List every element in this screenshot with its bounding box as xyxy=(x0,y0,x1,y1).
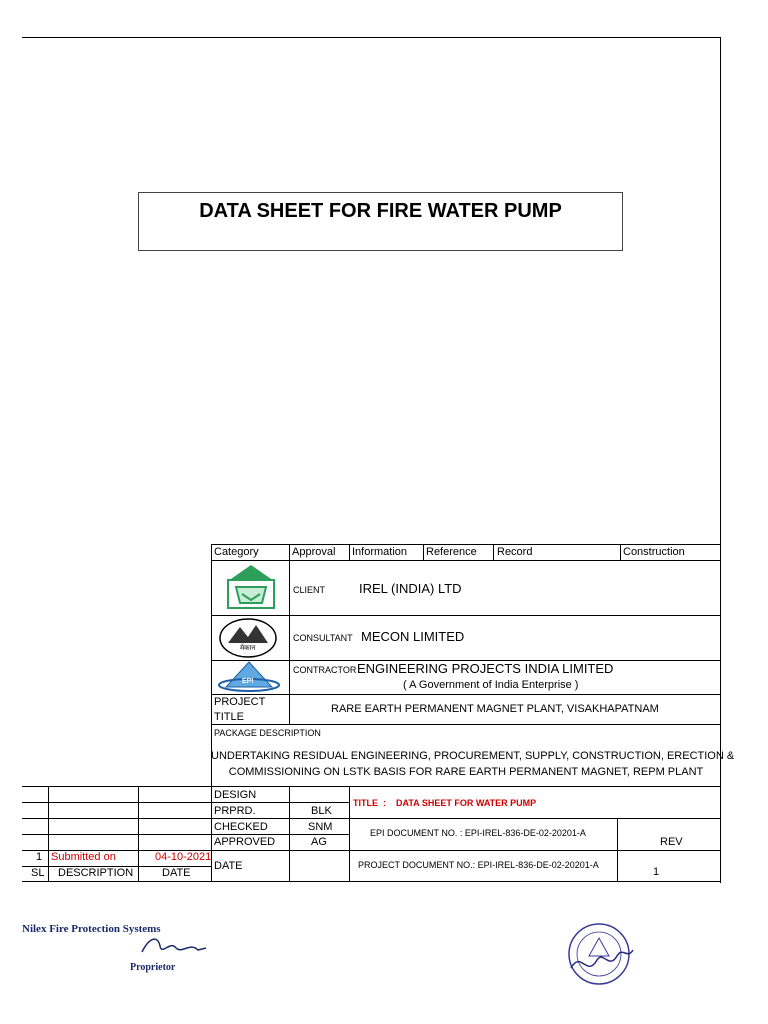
title-separator: : xyxy=(383,798,386,808)
title-value: DATA SHEET FOR WATER PUMP xyxy=(396,798,537,808)
category-approval: Approval xyxy=(292,546,336,558)
stamp-role: Proprietor xyxy=(130,962,176,973)
signoff-prprd-by: BLK xyxy=(311,805,332,817)
epi-document-number: EPI DOCUMENT NO. : EPI-IREL-836-DE-02-20201-A xyxy=(370,828,586,838)
contractor-subtitle: ( A Government of India Enterprise ) xyxy=(403,679,579,691)
consultant-label: CONSULTANT xyxy=(293,633,353,643)
project-document-number: PROJECT DOCUMENT NO.: EPI-IREL-836-DE-02-20201-A xyxy=(358,860,599,870)
consultant-name: MECON LIMITED xyxy=(361,629,465,644)
rev-value: 1 xyxy=(653,866,660,878)
consultant-row xyxy=(211,615,721,661)
category-reference: Reference xyxy=(426,546,477,558)
signoff-approved: APPROVED xyxy=(214,836,276,848)
package-line1: UNDERTAKING RESIDUAL ENGINEERING, PROCUREMENT, SUPPLY, CONSTRUCTION, ERECTION & xyxy=(211,750,735,762)
mecon-logo xyxy=(216,617,280,659)
revision-header-sl: SL xyxy=(31,867,45,879)
revision-sl: 1 xyxy=(36,851,43,863)
irel-logo xyxy=(222,563,280,613)
document-title: DATA SHEET FOR FIRE WATER PUMP xyxy=(199,200,562,222)
stamp-company: Nilex Fire Protection Systems xyxy=(22,923,161,935)
revision-header-description: DESCRIPTION xyxy=(58,867,134,879)
package-label: PACKAGE DESCRIPTION xyxy=(214,728,321,738)
document-title-box xyxy=(138,192,623,251)
company-seal xyxy=(565,920,635,990)
title-label: TITLE xyxy=(353,798,378,808)
contractor-name: ENGINEERING PROJECTS INDIA LIMITED xyxy=(357,661,614,676)
category-information: Information xyxy=(352,546,408,558)
revision-description: Submitted on xyxy=(51,851,116,863)
project-label-line2: TITLE xyxy=(214,711,244,723)
epi-logo-text: EPI xyxy=(242,678,254,685)
signoff-prprd: PRPRD. xyxy=(214,805,256,817)
client-name: IREL (INDIA) LTD xyxy=(359,581,462,596)
rev-label: REV xyxy=(660,836,683,848)
signoff-date: DATE xyxy=(214,860,243,872)
signoff-checked: CHECKED xyxy=(214,821,268,833)
proprietor-signature xyxy=(140,932,210,962)
epi-logo xyxy=(214,661,284,694)
revision-date: 04-10-2021 xyxy=(155,851,212,863)
category-construction: Construction xyxy=(623,546,685,558)
project-label-line1: PROJECT xyxy=(214,696,266,708)
project-title-value: RARE EARTH PERMANENT MAGNET PLANT, VISAKHAPATNAM xyxy=(331,703,659,715)
package-line2: COMMISSIONING ON LSTK BASIS FOR RARE EARTH PERMANENT MAGNET, REPM PLANT xyxy=(228,766,704,778)
client-row xyxy=(211,560,721,616)
category-label: Category xyxy=(214,546,259,558)
signoff-design: DESIGN xyxy=(214,789,257,801)
page-frame-top xyxy=(22,37,721,38)
contractor-label: CONTRACTOR xyxy=(293,665,357,675)
category-record: Record xyxy=(497,546,533,558)
client-label: CLIENT xyxy=(293,585,326,595)
signoff-checked-by: SNM xyxy=(308,821,333,833)
revision-header-date: DATE xyxy=(162,867,191,879)
mecon-logo-text: मेकान xyxy=(240,645,256,652)
signoff-approved-by: AG xyxy=(311,836,327,848)
